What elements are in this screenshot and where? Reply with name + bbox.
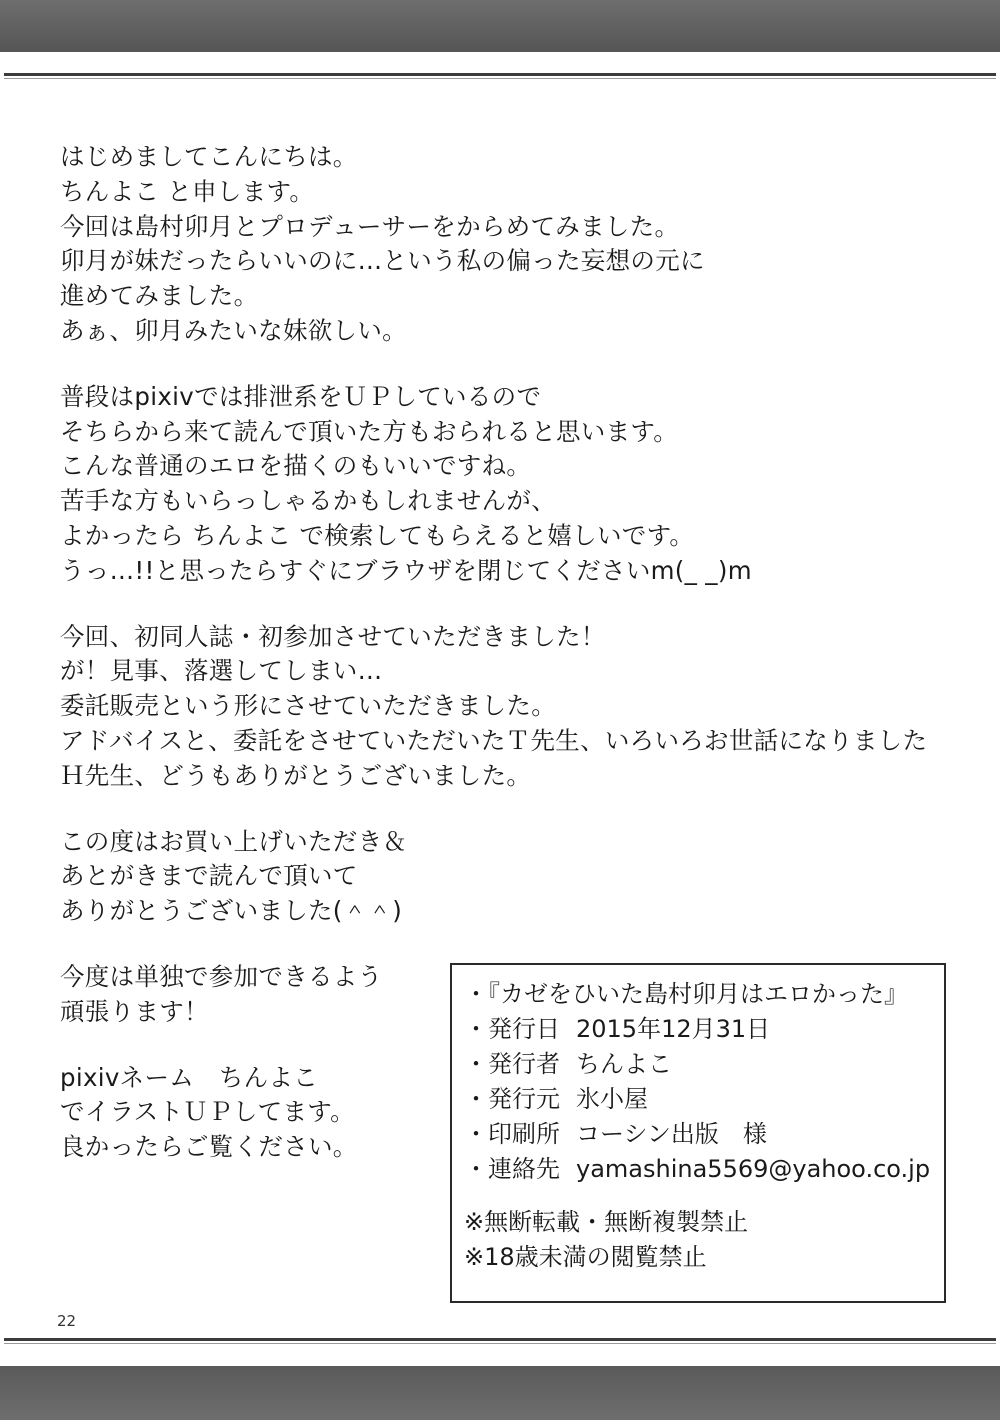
text-line: 苦手な方もいらっしゃるかもしれませんが、 <box>60 486 556 516</box>
text-line: よかったら ちんよこ で検索してもらえると嬉しいです。 <box>60 520 695 550</box>
page-number: 22 <box>57 1312 77 1330</box>
text-line: 頑張ります！ <box>60 996 209 1026</box>
paragraph-greeting <box>60 140 960 349</box>
text-line: でイラストＵＰしてます。 <box>60 1097 355 1127</box>
text-line: Ｈ先生、どうもありがとうございました。 <box>60 760 532 790</box>
colophon-value: 氷小屋 <box>576 1085 648 1113</box>
text-line: 普段はpixivでは排泄系をＵＰしているので <box>60 381 542 411</box>
paragraph-pixiv <box>60 380 960 589</box>
text-line: こんな普通のエロを描くのもいいですね。 <box>60 451 532 481</box>
colophon-row-publisher <box>464 1047 934 1082</box>
text-line: ありがとうございました(＾＾) <box>60 896 403 926</box>
scan-edge-bottom <box>0 1366 1000 1420</box>
text-line: あぁ、卯月みたいな妹欲しい。 <box>60 315 407 345</box>
footer-rule <box>4 1338 996 1341</box>
text-line: ちんよこ と申します。 <box>60 176 315 206</box>
paragraph-first-doujinshi <box>60 620 960 794</box>
text-line: 今回は島村卯月とプロデューサーをからめてみました。 <box>60 211 680 241</box>
colophon-row-date <box>464 1012 934 1047</box>
colophon-label: ・発行者 <box>464 1050 560 1078</box>
text-line: 今回、初同人誌・初参加させていただきました！ <box>60 621 606 651</box>
scan-edge-top <box>0 0 1000 52</box>
text-line: が！見事、落選してしまい… <box>60 656 383 686</box>
colophon-row-printer <box>464 1117 934 1152</box>
colophon-value: 2015年12月31日 <box>576 1015 771 1043</box>
text-line: pixivネーム ちんよこ <box>60 1062 319 1092</box>
paragraph-thanks <box>60 825 960 929</box>
text-line: はじめましてこんにちは。 <box>60 142 358 171</box>
colophon-label: ・発行日 <box>464 1015 560 1043</box>
text-line: 良かったらご覧ください。 <box>60 1132 358 1162</box>
colophon-notes <box>464 1205 934 1275</box>
colophon-value: ちんよこ <box>576 1050 672 1078</box>
colophon-value: yamashina5569@yahoo.co.jp <box>576 1155 931 1183</box>
colophon-note: ※無断転載・無断複製禁止 <box>464 1208 749 1236</box>
text-line: 委託販売という形にさせていただきました。 <box>60 691 556 721</box>
text-line: そちらから来て読んで頂いた方もおられると思います。 <box>60 416 679 446</box>
colophon-title: ・『カゼをひいた島村卯月はエロかった』 <box>464 980 908 1008</box>
colophon-box <box>450 963 946 1303</box>
colophon-label: ・連絡先 <box>464 1155 560 1183</box>
text-line: アドバイスと、委託をさせていただいたＴ先生、いろいろお世話になりました <box>60 725 928 755</box>
text-line: 進めてみました。 <box>60 281 259 311</box>
text-line: 卯月が妹だったらいいのに…という私の偏った妄想の元に <box>60 246 705 276</box>
text-line: あとがきまで読んで頂いて <box>60 861 358 891</box>
text-line: 今度は単独で参加できるよう <box>60 961 383 991</box>
colophon-row-contact <box>464 1152 934 1187</box>
header-rule <box>4 73 996 76</box>
text-line: この度はお買い上げいただき＆ <box>60 826 408 856</box>
colophon-label: ・印刷所 <box>464 1120 560 1148</box>
colophon-row-circle <box>464 1082 934 1117</box>
colophon-label: ・発行元 <box>464 1085 560 1113</box>
colophon-value: コーシン出版 様 <box>576 1120 767 1148</box>
text-line: うっ…!!と思ったらすぐにブラウザを閉じてくださいm(_ _)m <box>60 555 752 585</box>
colophon-note: ※18歳未満の閲覧禁止 <box>464 1243 707 1271</box>
